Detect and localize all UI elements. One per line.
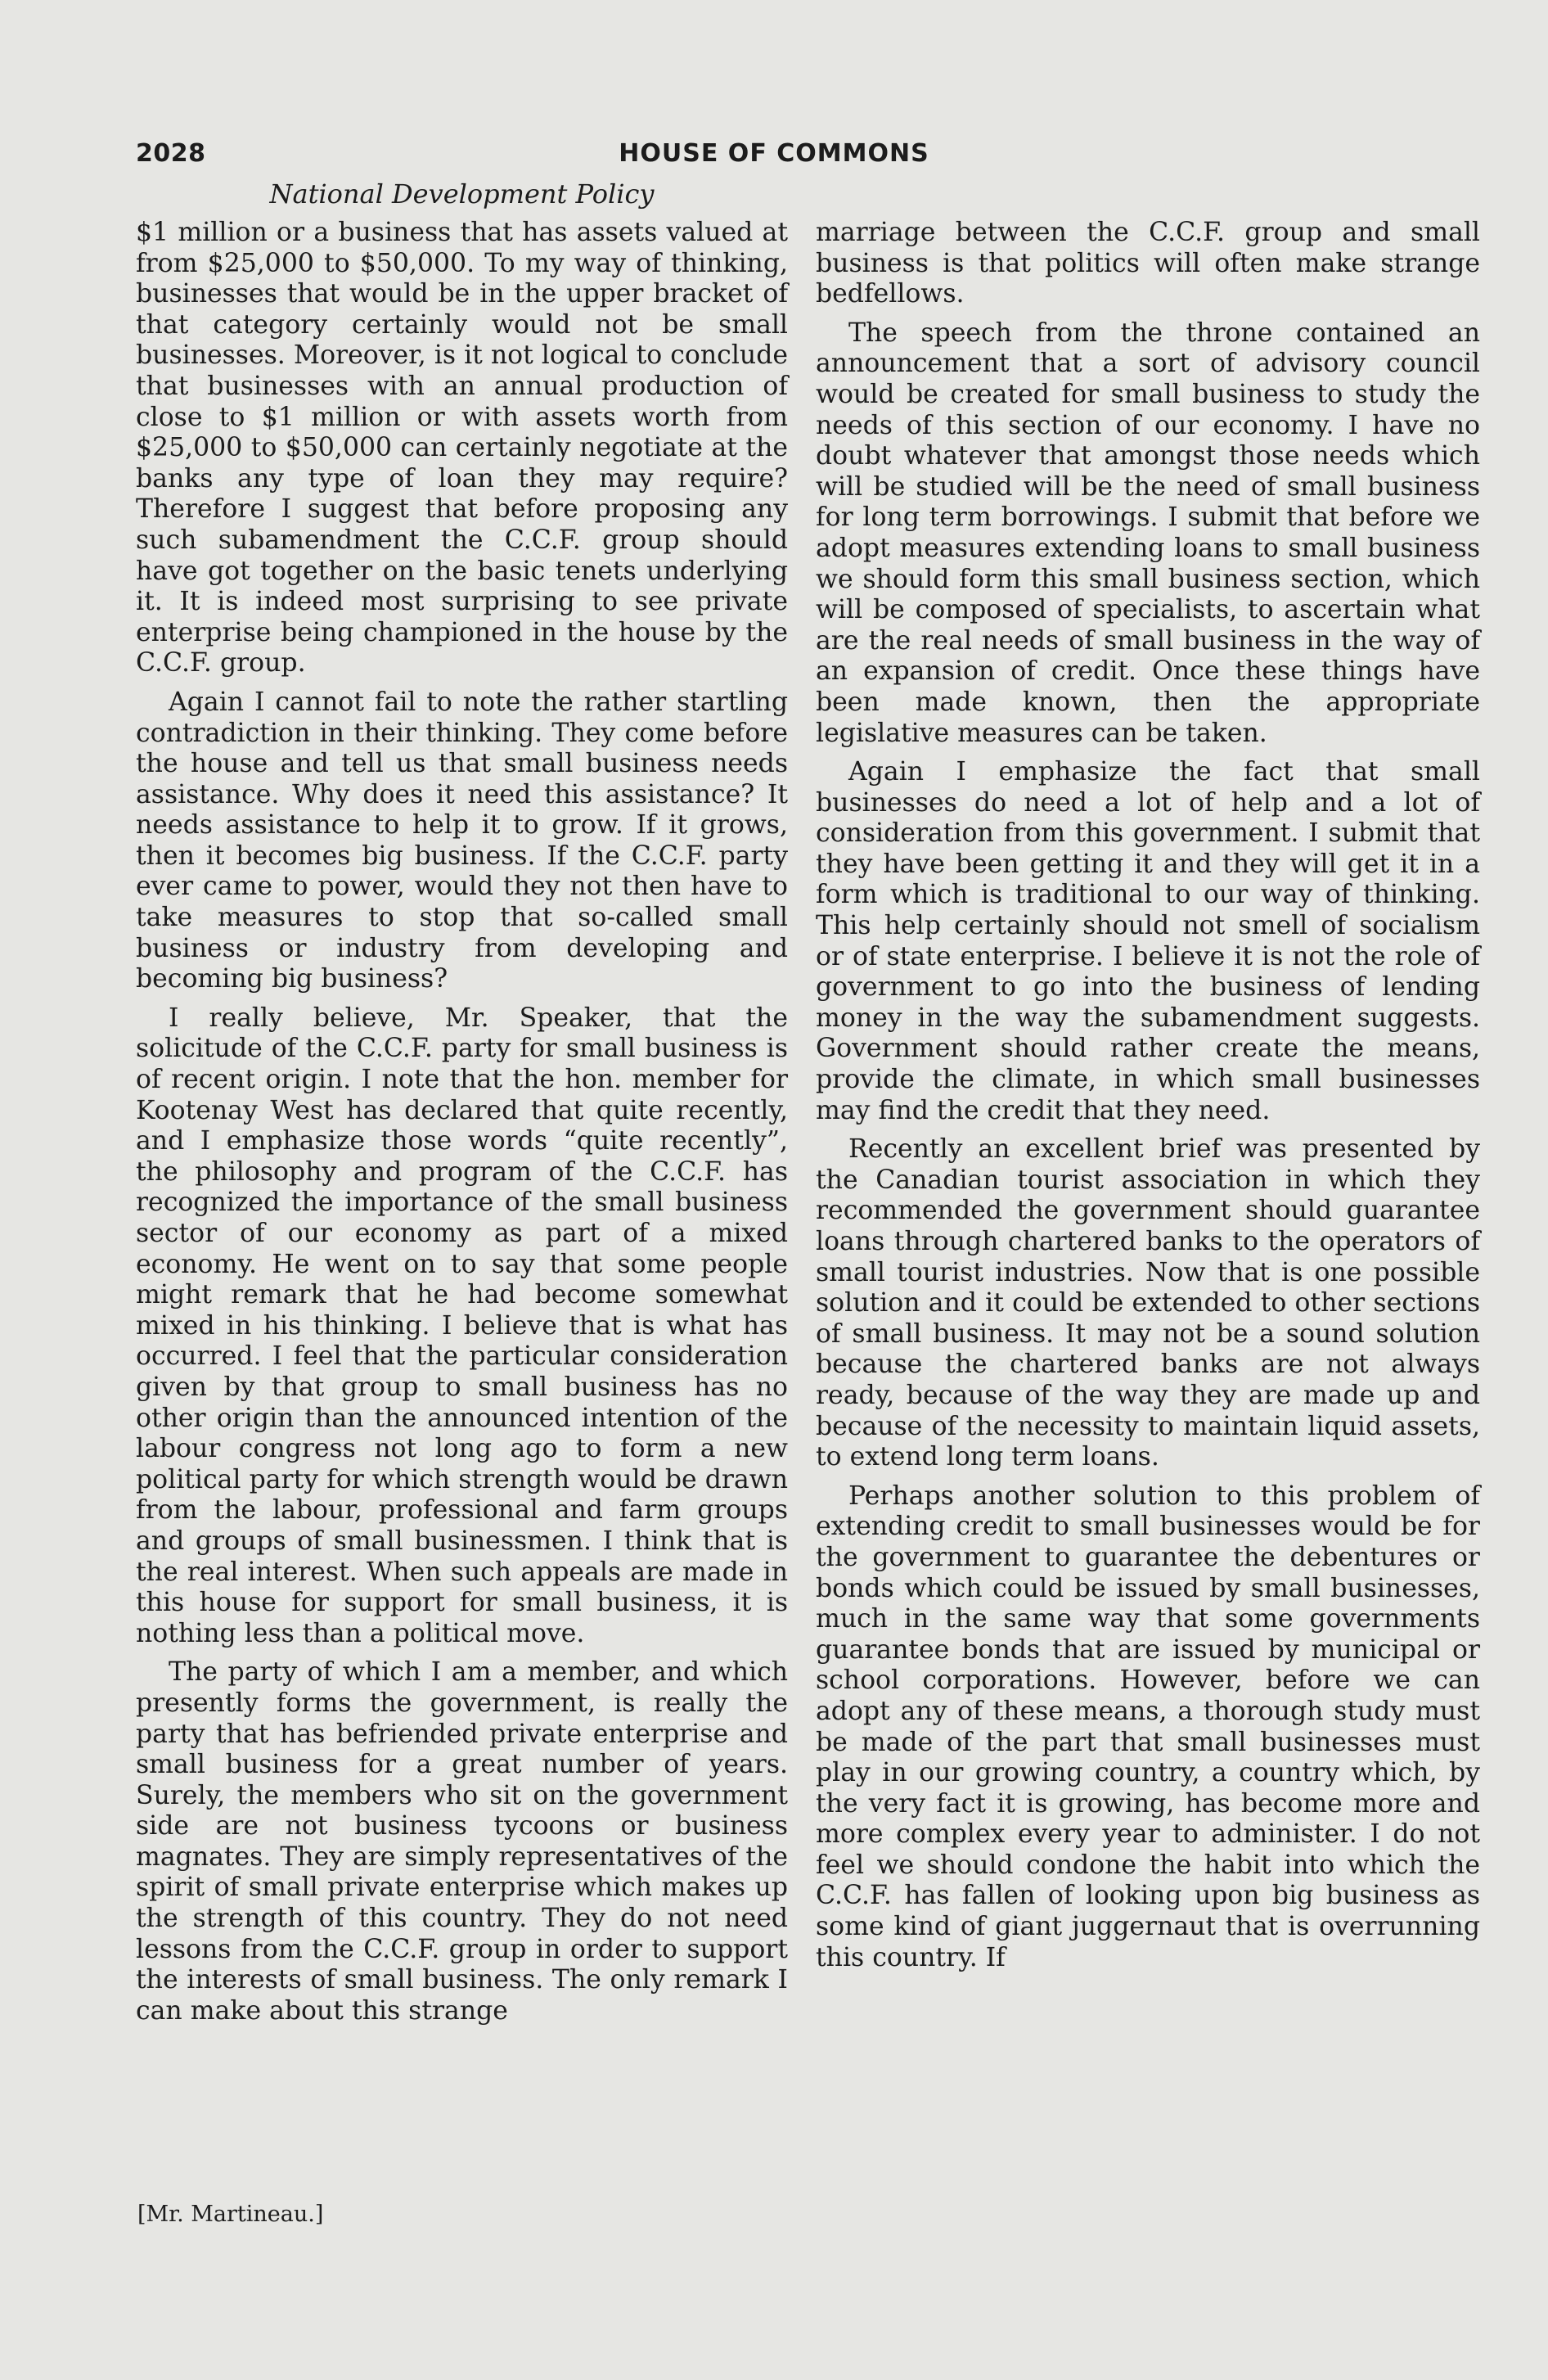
paragraph: I really believe, Mr. Speaker, that the solicitude of the C.C.F. party for small business is of recent origin. I note that the hon. member for Kootenay West has declared that quite recently, and I emphasize those words “quite recently”, the philosophy and program of the C.C.F. has recognized the importance of the small business sector of our economy as part of a mixed economy. He went on to say that some people might remark that he had become somewhat mixed in his thinking. I believe that is what has occurred. I feel that the particular consideration given by that group to small business has no other origin than the announced intention of the labour congress not long ago to form a new political party for which strength would be drawn from the labour, professional and farm groups and groups of small businessmen. I think that is the real interest. When such appeals are made in this house for support for small business, it is nothing less than a political move. [136,1003,788,1648]
paragraph: marriage between the C.C.F. group and small business is that politics will often make strange bedfellows. [816,218,1480,309]
paragraph: Again I cannot fail to note the rather startling contradiction in their thinking. They come before the house and tell us that small business needs assistance. Why does it need this assistance? It needs assistance to help it to grow. If it grows, then it becomes big business. If the C.C.F. party ever came to power, would they not then have to take measures to stop that so-called small business or industry from developing and becoming big business? [136,687,788,994]
paragraph: The party of which I am a member, and which presently forms the government, is really the party that has befriended private enterprise and small business for a great number of years. Surely, the members who sit on the government side are not business tycoons or business magnates. They are simply representatives of the spirit of small private enterprise which makes up the strength of this country. They do not need lessons from the C.C.F. group in order to support the interests of small business. The only remark I can make about this strange [136,1657,788,2026]
paragraph: Again I emphasize the fact that small businesses do need a lot of help and a lot of consideration from this government. I submit that they have been getting it and they will get it in a form which is traditional to our way of thinking. This help certainly should not smell of socialism or of state enterprise. I believe it is not the role of government to go into the business of lending money in the way the subamendment suggests. Government should rather create the means, provide the climate, in which small businesses may find the credit that they need. [816,757,1480,1125]
page-number: 2028 [136,139,206,168]
paragraph: Perhaps another solution to this problem of extending credit to small businesses would be for the government to guarantee the debentures or bonds which could be issued by small businesses, much in the same way that some governments guarantee bonds that are issued by municipal or school corporations. However, before we can adopt any of these means, a thorough study must be made of the part that small businesses must play in our growing country, a country which, by the very fact it is growing, has become more and more complex every year to administer. I do not feel we should condone the habit into which the C.C.F. has fallen of looking upon big business as some kind of giant juggernaut that is overrunning this country. If [816,1481,1480,1972]
section-title: National Development Policy [269,178,655,210]
left-column [136,218,788,2026]
paragraph: The speech from the throne contained an announcement that a sort of advisory council would be created for small business to study the needs of this section of our economy. I have no doubt whatever that amongst those needs which will be studied will be the need of small business for long term borrowings. I submit that before we adopt measures extending loans to small business we should form this small business section, which will be composed of specialists, to ascertain what are the real needs of small business in the way of an expansion of credit. Once these things have been made known, then the appropriate legislative measures can be taken. [816,318,1480,748]
running-head: HOUSE OF COMMONS [619,139,929,168]
right-column [816,218,1480,1973]
paragraph: Recently an excellent brief was presented by the Canadian tourist association in which they recommended the government should guarantee loans through chartered banks to the operators of small tourist industries. Now that is one possible solution and it could be extended to other sections of small business. It may not be a sound solution because the chartered banks are not always ready, because of the way they are made up and because of the necessity to maintain liquid assets, to extend long term loans. [816,1134,1480,1472]
speaker-attribution: [Mr. Martineau.] [137,2202,324,2227]
paragraph: $1 million or a business that has assets valued at from $25,000 to $50,000. To my way of thinking, businesses that would be in the upper bracket of that category certainly would not be small businesses. Moreover, is it not logical to conclude that businesses with an annual production of close to $1 million or with assets worth from $25,000 to $50,000 can certainly negotiate at the banks any type of loan they may require? Therefore I suggest that before proposing any such subamendment the C.C.F. group should have got together on the basic tenets underlying it. It is indeed most surprising to see private enterprise being championed in the house by the C.C.F. group. [136,218,788,678]
